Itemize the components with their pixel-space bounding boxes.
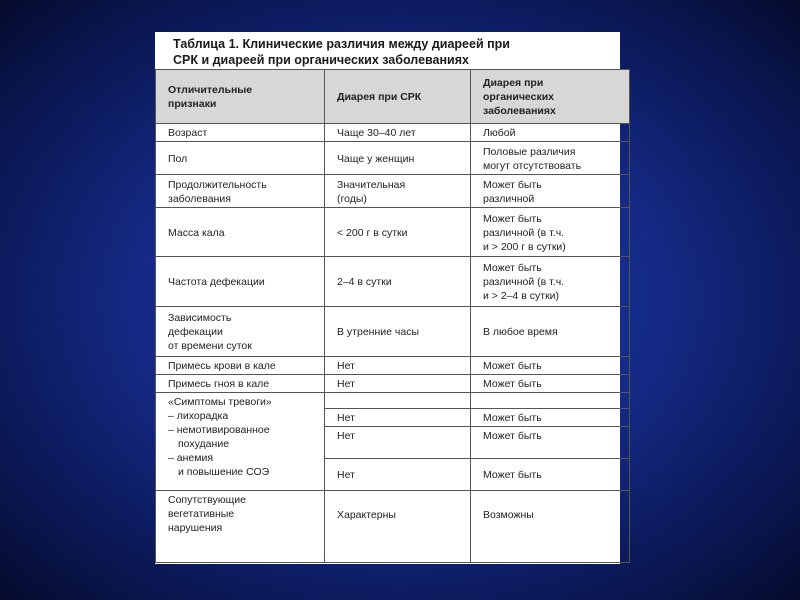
cell-ibs: < 200 г в сутки — [325, 208, 471, 257]
header-ibs — [325, 70, 471, 124]
cell-organic: В любое время — [471, 307, 630, 357]
cell-line: Значительная — [337, 178, 406, 191]
cell-organic: Любой — [471, 124, 630, 142]
cell-line: Сопутствующие — [168, 494, 246, 506]
header-organic — [471, 70, 630, 124]
cell-feature: Примесь крови в кале — [156, 357, 325, 375]
header-organic-line: Диарея при — [483, 77, 544, 89]
table-row — [156, 307, 630, 357]
cell-line: различной (в т.ч. — [483, 226, 565, 239]
cell-line: «Симптомы тревоги» — [168, 396, 272, 408]
cell-line: Половые различия — [483, 145, 576, 158]
cell-organic: Возможны — [471, 491, 630, 563]
cell-line: нарушения — [168, 522, 223, 534]
cell-feature — [156, 307, 325, 357]
cell-line: – лихорадка — [168, 410, 229, 422]
table-row — [156, 208, 630, 257]
cell-organic: Может быть — [471, 459, 630, 491]
cell-ibs: 2–4 в сутки — [325, 257, 471, 307]
cell-feature-alarm — [156, 393, 325, 491]
cell-line: Может быть — [483, 178, 542, 191]
cell-line: могут отсутствовать — [483, 159, 582, 172]
title-line-2: СРК и диареей при органических заболеваниях — [173, 53, 469, 67]
cell-line: различной (в т.ч. — [483, 276, 565, 288]
cell-line: и > 200 г в сутки) — [483, 240, 566, 253]
cell-ibs: Чаще 30–40 лет — [325, 124, 471, 142]
header-organic-line: заболеваниях — [483, 105, 556, 117]
cell-feature: Возраст — [156, 124, 325, 142]
cell-organic: Может быть — [471, 409, 630, 427]
table-row — [156, 357, 630, 375]
cell-organic — [471, 175, 630, 208]
cell-ibs: Нет — [325, 459, 471, 491]
cell-line: дефекации — [168, 326, 223, 338]
table-row — [156, 124, 630, 142]
cell-line: – немотивированное — [168, 424, 270, 436]
cell-line: и > 2–4 в сутки) — [483, 290, 560, 302]
header-ibs-line: Диарея при СРК — [337, 91, 422, 103]
cell-feature: Пол — [156, 142, 325, 175]
cell-line: Продолжительность — [168, 178, 267, 191]
cell-organic — [471, 208, 630, 257]
cell-line: Зависимость — [168, 312, 232, 324]
table-title — [173, 36, 613, 68]
cell-ibs — [325, 175, 471, 208]
header-features-line: признаки — [168, 98, 217, 110]
table-document — [155, 32, 620, 564]
cell-organic — [471, 393, 630, 409]
header-features — [156, 70, 325, 124]
cell-organic: Может быть — [471, 427, 630, 459]
header-features-line: Отличительные — [168, 84, 253, 96]
cell-feature: Масса кала — [156, 208, 325, 257]
cell-ibs: В утренние часы — [325, 307, 471, 357]
cell-line: Может быть — [483, 212, 542, 225]
cell-line: похудание — [178, 438, 230, 450]
cell-line: (годы) — [337, 192, 367, 205]
table-row — [156, 393, 630, 409]
cell-feature: Частота дефекации — [156, 257, 325, 307]
cell-ibs: Нет — [325, 409, 471, 427]
cell-ibs: Нет — [325, 427, 471, 459]
table-row — [156, 491, 630, 563]
cell-ibs: Характерны — [325, 491, 471, 563]
cell-organic — [471, 142, 630, 175]
comparison-table — [155, 69, 630, 563]
cell-organic — [471, 257, 630, 307]
cell-organic: Может быть — [471, 357, 630, 375]
table-row — [156, 175, 630, 208]
cell-ibs: Нет — [325, 375, 471, 393]
cell-feature — [156, 491, 325, 563]
header-organic-line: органических — [483, 91, 555, 103]
cell-line: Может быть — [483, 262, 542, 274]
cell-line: различной — [483, 192, 535, 205]
cell-ibs: Чаще у женщин — [325, 142, 471, 175]
cell-feature: Примесь гноя в кале — [156, 375, 325, 393]
table-row — [156, 375, 630, 393]
cell-line: от времени суток — [168, 340, 252, 352]
cell-organic: Может быть — [471, 375, 630, 393]
title-line-1: Таблица 1. Клинические различия между диареей при — [173, 37, 510, 51]
table-row — [156, 257, 630, 307]
cell-ibs: Нет — [325, 357, 471, 375]
header-row — [156, 70, 630, 124]
cell-line: – анемия — [168, 452, 214, 464]
table-row — [156, 142, 630, 175]
cell-line: вегетативные — [168, 508, 235, 520]
cell-ibs — [325, 393, 471, 409]
cell-feature — [156, 175, 325, 208]
cell-line: и повышение СОЭ — [178, 466, 270, 478]
cell-line: заболевания — [168, 192, 231, 205]
